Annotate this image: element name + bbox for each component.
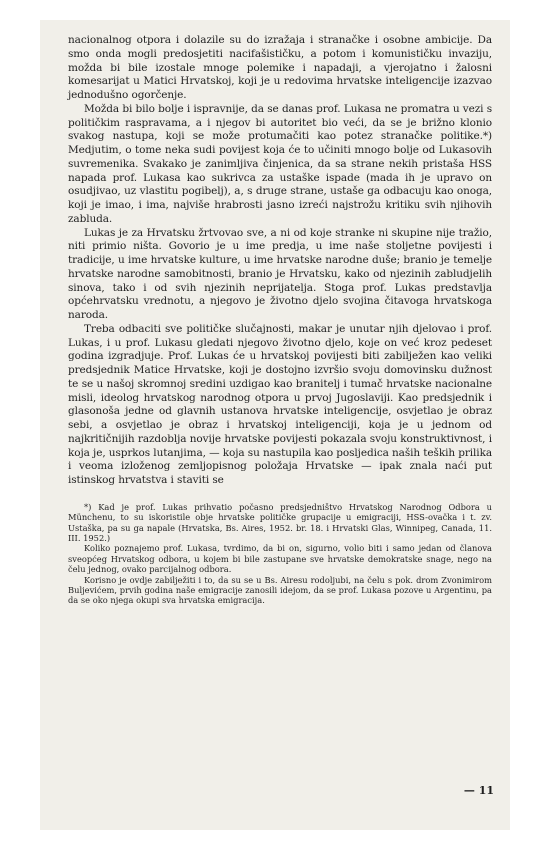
- paragraph: nacionalnog otpora i dolazile su do izražaja i stranačke i osobne ambicije. Da smo onda mogli predosjetiti nacifašističku, a potom i komunističku invaziju, možda bi bile izostale mnoge polemike i napadaji, a vjerojatno i žalosni komesarijat u Matici Hrvatskoj, koji je u redovima hrvatske inteligencije izazvao jednodušno ogorčenje.: [68, 34, 492, 101]
- paragraph: Lukas je za Hrvatsku žrtvovao sve, a ni od koje stranke ni skupine nije tražio, niti primio ništa. Govorio je u ime predja, u ime naše stoljetne povijesti i tradicije, u ime hrvatske kulture, u ime hrvatske narodne duše; branio je temelje hrvatske narodne samobitnosti, branio je Hrvatsku, kako od njezinih zabludjelih sinova, tako i od svih njezinih neprijatelja. Stoga prof. Lukas predstavlja općehrvatsku vrednotu, a njegovo je životno djelo svojina čitavoga hrvatskoga naroda.: [68, 226, 492, 321]
- paragraph: Treba odbaciti sve političke slučajnosti, makar je unutar njih djelovao i prof. Lukas, i u prof. Lukasu gledati njegovo životno djelo, koje on već kroz pedeset godina izgradjuje. Prof. Lukas će u hrvatskoj povijesti biti zabilježen kao veliki predsjednik Matice Hrvatske, koji je dostojno izvršio svoju domovinsku dužnost te se u našoj skromnoj sredini uzdigao kao branitelj i tumač hrvatske nacionalne misli, ideolog hrvatskog narodnog otpora u prvoj Jugoslaviji. Kao predsjednik i glasonoša jedne od glavnih ustanova hrvatske inteligencije, osvjetlao je obraz sebi, a osvjetlao je obraz i hrvatskoj inteligenciji, koja je u jednom od najkritičnijih razdoblja novije hrvatske povijesti pokazala svoju konstruktivnost, i koja je, usprkos lutanjima, — koja su nastupila kao posljedica naših teških prilika i veoma izloženog zemljopisnog položaja Hrvatske — ipak znala naći put istinskog hrvatstva i staviti se: [68, 322, 492, 486]
- footnote: Korisno je ovdje zabilježiti i to, da su se u Bs. Airesu rodoljubi, na čelu s pok. drom Zvonimirom Buljevićem, prvih godina naše emigracije zanosili idejom, da se prof. Lukasa pozove u Argentinu, pa da se oko njega okupi sva hrvatska emigracija.: [68, 574, 492, 606]
- body-text: [68, 34, 492, 488]
- text-block: [68, 34, 492, 606]
- page-number: — 11: [463, 784, 494, 797]
- footnote: Koliko poznajemo prof. Lukasa, tvrdimo, da bi on, sigurno, volio biti i samo jedan od članova sveopćeg Hrvatskog odbora, u kojem bi bile zastupane sve hrvatske demokratske snage, nego na čelu jednog, ovako parcijalnog odbora.: [68, 543, 492, 575]
- footnotes: [68, 502, 492, 606]
- footnote: *) Kad je prof. Lukas prihvatio počasno predsjedništvo Hrvatskog Narodnog Odbora u Münchenu, to su iskoristile obje hrvatske političke grupacije u emigraciji, HSS-ovačka i t. zv. Ustaška, pa su ga napale (Hrvatska, Bs. Aires, 1952. br. 18. i Hrvatski Glas, Winnipeg, Canada, 11. III. 1952.): [68, 501, 492, 543]
- paragraph: Možda bi bilo bolje i ispravnije, da se danas prof. Lukasa ne promatra u vezi s političkim raspravama, a i njegov bi autoritet bio veći, da se je brižno klonio svakog nastupa, koji se može protumačiti kao potez stranačke politike.*) Medjutim, o tome neka sudi povijest koja će to učiniti mnogo bolje od Lukasovih suvremenika. Svakako je zanimljiva činjenica, da sa strane nekih pristaša HSS napada prof. Lukasa kao sukrivca za ustaške ispade (mada ih je upravo on osudjivao, uz vlastitu pogibelj), a, s druge strane, ustaše ga odbacuju kao onoga, koji je imao, i ima, najviše hrabrosti jasno izreći najstrožu kritiku svih njihovih zabluda.: [68, 102, 492, 225]
